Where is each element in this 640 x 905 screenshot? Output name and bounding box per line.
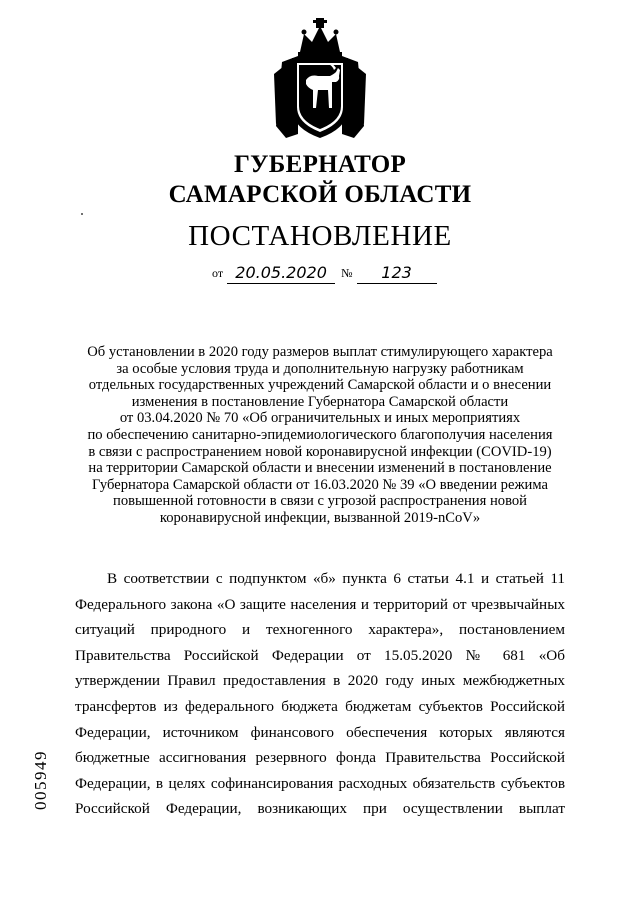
- body-paragraph: [75, 566, 565, 822]
- body-line: Правительства Российской Федерации от 15.05.2020 № 681 «Об: [75, 646, 565, 664]
- title-line: коронавирусной инфекции, вызванной 2019-nCoV»: [159, 509, 481, 526]
- title-line: на территории Самарской области и внесении изменений в постановление: [88, 460, 552, 477]
- title-line: изменения в постановление Губернатора Самарской области: [131, 393, 509, 410]
- date-from-label: от: [212, 266, 224, 280]
- body-line: Федерации, источником финансового обеспечения которых являются: [75, 723, 565, 741]
- samara-coat-of-arms-icon: [270, 16, 370, 144]
- title-line: по обеспечению санитарно-эпидемиологического благополучия населения: [87, 426, 553, 443]
- title-line: за особые условия труда и дополнительную нагрузку работникам: [116, 360, 524, 377]
- body-line: трансфертов из федерального бюджета бюджетам субъектов Российской: [75, 697, 565, 715]
- scan-speck: [81, 213, 83, 215]
- title-line: в связи с распространением новой коронавирусной инфекции (COVID-19): [88, 443, 552, 460]
- issuer-line2: САМАРСКОЙ ОБЛАСТИ: [168, 181, 472, 208]
- title-line: Об установлении в 2020 году размеров выплат стимулирующего характера: [87, 344, 553, 360]
- date-number-line: [212, 260, 437, 284]
- title-line: повышенной готовности в связи с угрозой распространения новой: [113, 493, 527, 510]
- document-title: [60, 344, 580, 527]
- body-line: Российской Федерации, возникающих при осуществлении выплат: [75, 800, 565, 818]
- body-line: ситуаций природного и техногенного характера», постановлением: [75, 621, 565, 639]
- body-line: утверждении Правил предоставления в 2020 году иных межбюджетных: [75, 672, 565, 690]
- title-line: отдельных государственных учреждений Самарской области и о внесении: [88, 377, 552, 394]
- issuer-block: [0, 150, 640, 210]
- title-line: от 03.04.2020 № 70 «Об ограничительных и иных мероприятиях: [119, 410, 521, 427]
- title-line: Губернатора Самарской области от 16.03.2020 № 39 «О введении режима: [92, 476, 548, 493]
- issuer-line1: ГУБЕРНАТОР: [233, 151, 407, 178]
- number-label: №: [341, 266, 353, 280]
- document-type-heading: ПОСТАНОВЛЕНИЕ: [188, 220, 452, 252]
- body-line: Федерального закона «О защите населения и территорий от чрезвычайных: [75, 595, 565, 613]
- body-line: бюджетные ассигнования резервного фонда Правительства Российской: [75, 749, 565, 767]
- document-number: 123: [357, 263, 437, 284]
- body-line: Федерации, в целях софинансирования расходных обязательств субъектов: [75, 774, 565, 792]
- side-serial-number: 005949: [31, 750, 50, 810]
- document-date: 20.05.2020: [227, 263, 335, 284]
- body-line: В соответствии с подпунктом «б» пункта 6 статьи 4.1 и статьей 11: [107, 570, 565, 587]
